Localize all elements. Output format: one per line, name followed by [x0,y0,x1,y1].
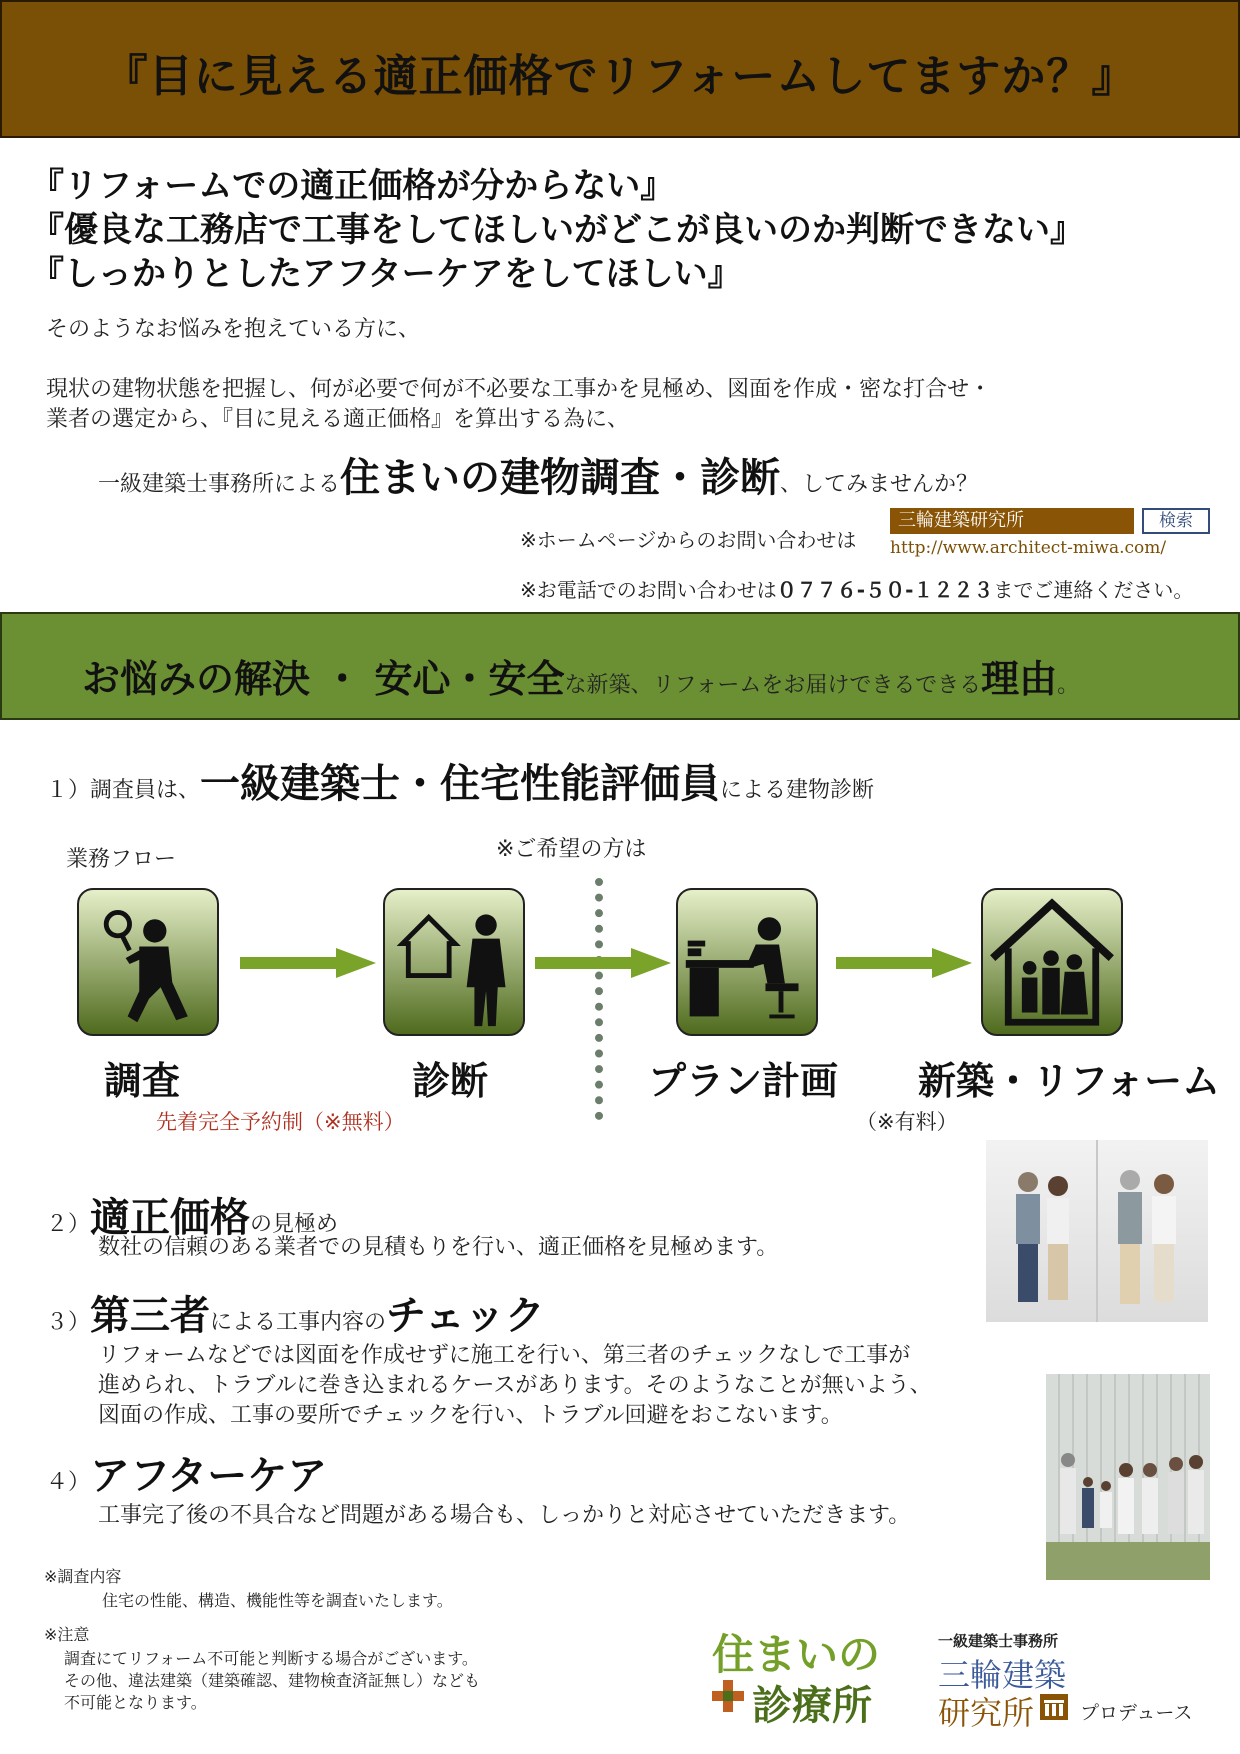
intro-line-2: 現状の建物状態を把握し、何が必要で何が不必要な工事かを見極め、図面を作成・密な打合せ・ [46,377,992,402]
cta-big: 住まいの建物調査・診断 [340,455,781,501]
phone-number: ０７７６-５０-１２２３ [776,578,994,602]
family-photo [1046,1374,1210,1580]
paid-note: （※有料） [856,1110,958,1134]
caution-line-1: 調査にてリフォーム不可能と判断する場合がございます。 [64,1649,478,1668]
produce-label: プロデュース [1080,1702,1193,1724]
caution-line-3: 不可能となります。 [64,1693,207,1712]
reason-2-num: ２） [46,1212,91,1237]
reason-1-post: による建物診断 [720,778,875,803]
reason-3-desc-3: 図面の作成、工事の要所でチェックを行い、トラブル回避をおこないます。 [98,1403,843,1428]
free-note: 先着完全予約制（※無料） [156,1110,405,1134]
reasons-end: 。 [1057,673,1080,698]
step-label-4: 新築・リフォーム [918,1059,1221,1103]
reasons-bold-1: お悩みの解決 ・ 安心・安全 [82,657,565,701]
reason-3-big-2: チェック [386,1293,545,1339]
flow-arrow-2 [535,948,671,978]
flow-arrow-3 [836,948,972,978]
reason-3-desc-2: 進められ、トラブルに巻き込まれるケースがあります。そのようなことが無いよう、 [98,1373,932,1398]
diagnosis-icon [383,888,525,1036]
survey-note-desc: 住宅の性能、構造、機能性等を調査いたします。 [102,1591,453,1610]
step-label-1: 調査 [104,1059,181,1103]
reason-4 [46,1444,327,1501]
optional-note: ※ご希望の方は [496,837,647,862]
reasons-bold-2: 理由 [981,657,1058,701]
caution-line-2: その他、違法建築（建築確認、建物検査済証無し）なども [64,1671,481,1690]
cta-post: 、してみませんか？ [780,472,979,497]
reason-4-big: アフターケア [90,1453,328,1499]
office-logo-icon [1040,1694,1068,1720]
planning-icon [676,888,818,1036]
cta-pre: 一級建築士事務所による [98,472,341,497]
step-label-3: プラン計画 [648,1059,839,1103]
office-type: 一級建築士事務所 [938,1632,1059,1650]
reasons-mid: な新築、リフォームをお届けできるできる [564,673,982,698]
website-url[interactable]: http://www.architect-miwa.com/ [890,538,1167,558]
reason-1 [46,752,874,809]
search-field[interactable]: 三輪建築研究所 [890,508,1134,534]
title-banner [0,0,1240,138]
worry-2: 『優良な工務店で工事をしてほしいがどこが良いのか判断できない』 [30,210,1084,250]
reasons-banner-text [82,648,1079,703]
flow-label: 業務フロー [66,847,177,872]
office-name-2: 研究所 [938,1694,1035,1732]
worry-3: 『しっかりとしたアフターケアをしてほしい』 [30,254,742,294]
reason-3-desc-1: リフォームなどでは図面を作成せずに施工を行い、第三者のチェックなしで工事が [98,1343,911,1368]
reason-3-mid: による工事内容の [210,1310,387,1335]
office-name-1: 三輪建築 [938,1656,1067,1694]
clinic-logo-line-2: 診療所 [752,1683,872,1729]
reasons-banner [0,612,1240,720]
optional-divider [595,878,603,1120]
reason-1-pre: 調査員は、 [90,778,201,803]
reason-2-post: の見極め [250,1212,339,1237]
phone-post: までご連絡ください。 [993,578,1194,602]
step-label-2: 診断 [412,1059,489,1103]
reason-3-big-1: 第三者 [90,1293,211,1339]
inspector-icon [77,888,219,1036]
survey-note-title: ※調査内容 [44,1567,122,1586]
family-house-icon [981,888,1123,1036]
cross-icon [712,1680,744,1712]
search-button[interactable]: 検索 [1142,508,1210,534]
worry-1: 『リフォームでの適正価格が分からない』 [30,166,675,206]
web-contact-label: ※ホームページからのお問い合わせは [520,528,857,552]
reason-4-desc: 工事完了後の不具合など問題がある場合も、しっかりと対応させていただきます。 [98,1503,911,1528]
intro-line-1: そのようなお悩みを抱えている方に、 [46,317,421,342]
reason-1-num: １） [46,778,91,803]
page-title: 『目に見える適正価格でリフォームしてますか？』 [103,51,1137,102]
phone-line [520,574,1193,603]
flow-arrow-1 [240,948,376,978]
reason-3-num: ３） [46,1310,91,1335]
reason-1-big: 一級建築士・住宅性能評価員 [200,761,721,807]
reason-4-num: ４） [46,1470,91,1495]
elderly-couple-photo [986,1140,1208,1322]
caution-title: ※注意 [44,1625,90,1644]
clinic-logo-line-1: 住まいの [712,1630,881,1679]
reason-3 [46,1284,545,1341]
reason-2-big: 適正価格 [90,1195,251,1241]
cta-line [98,446,978,503]
phone-pre: ※お電話でのお問い合わせは [520,578,777,602]
intro-line-3: 業者の選定から、『目に見える適正価格』を算出する為に、 [46,407,630,432]
reason-2-desc: 数社の信頼のある業者での見積もりを行い、適正価格を見極めます。 [98,1235,779,1260]
